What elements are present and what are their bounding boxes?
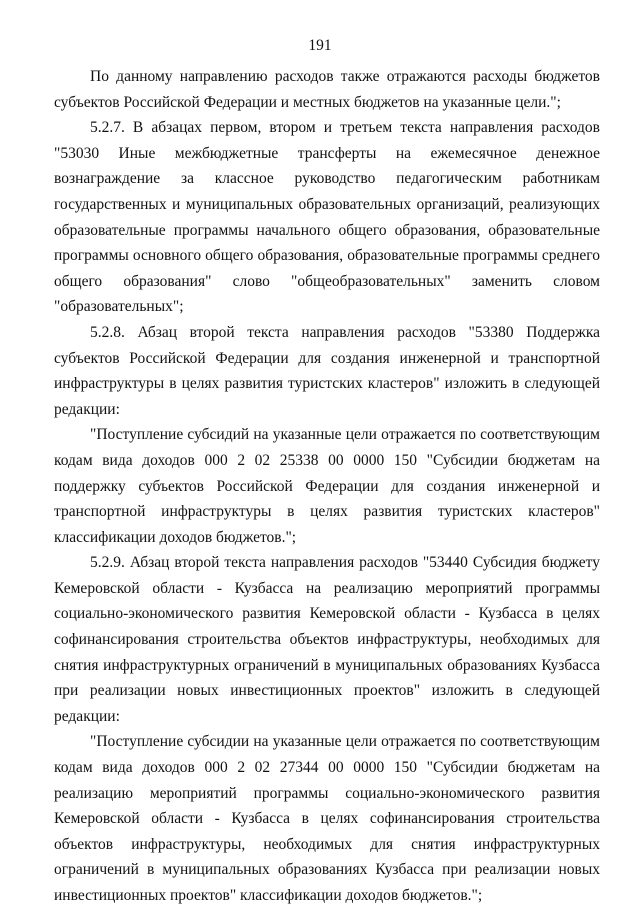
document-body [54,64,600,909]
paragraph-closing-note: По данному направлению расходов также отражаются расходы бюджетов субъектов Российской Федерации и местных бюджетов на указанные цели."; [54,68,600,111]
paragraph-5-2-8: 5.2.8. Абзац второй текста направления расходов "53380 Поддержка субъектов Российской Федерации для создания инженерной и транспортной инфраструктуры в целях развития туристских кластеров" изложить в следующей редакции: [54,323,600,418]
page-number: 191 [308,37,332,54]
paragraph-5-2-8-quote: "Поступление субсидий на указанные цели отражается по соответствующим кодам вида доходов 000 2 02 25338 00 0000 150 "Субсидии бюджетам на поддержку субъектов Российской Федерации для создания инженерной и транспортной инфраструктуры в целях развития туристских кластеров" классификации доходов бюджетов."; [54,426,600,546]
paragraph-5-2-7: 5.2.7. В абзацах первом, втором и третьем текста направления расходов "53030 Иные межбюджетные трансферты на ежемесячное денежное вознаграждение за классное руководство педагогическим работникам государственных и муниципальных образовательных организаций, реализующих образовательные программы начального общего образования, образовательные программы основного общего образования, образовательные программы среднего общего образования" слово "общеобразовательных" заменить словом "образовательных"; [54,119,600,316]
paragraph-5-2-9: 5.2.9. Абзац второй текста направления расходов "53440 Субсидия бюджету Кемеровской области - Кузбасса на реализацию мероприятий программы социально-экономического развития Кемеровской области - Кузбасса в целях софинансирования строительства объектов инфраструктуры, необходимых для снятия инфраструктурных ограничений в муниципальных образованиях Кузбасса при реализации новых инвестиционных проектов" изложить в следующей редакции: [54,554,600,725]
paragraph-5-2-9-quote: "Поступление субсидии на указанные цели отражается по соответствующим кодам вида доходов 000 2 02 27344 00 0000 150 "Субсидии бюджетам на реализацию мероприятий программы социально-экономического развития Кемеровской области - Кузбасса в целях софинансирования строительства объектов инфраструктуры, необходимых для снятия инфраструктурных ограничений в муниципальных образованиях Кузбасса при реализации новых инвестиционных проектов" классификации доходов бюджетов."; [54,733,600,904]
